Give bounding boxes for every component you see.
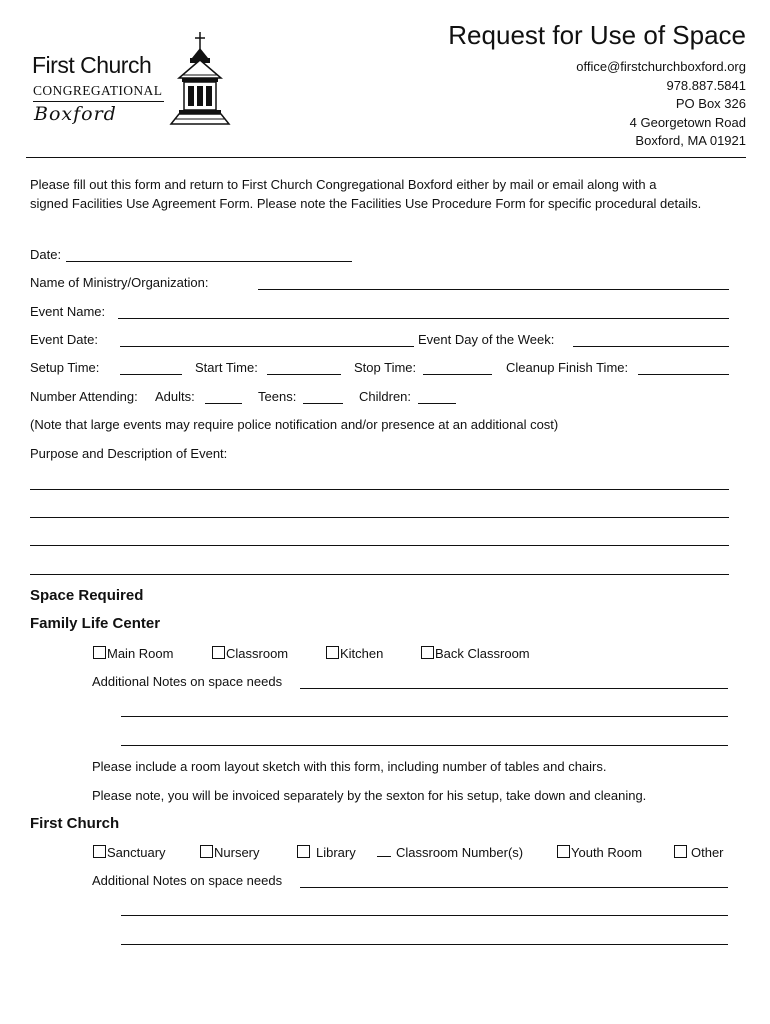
flc-notes-label: Additional Notes on space needs <box>92 674 283 689</box>
header-divider <box>26 157 746 158</box>
logo-boxford: Boxford <box>34 103 117 125</box>
logo-congregational: CONGREGATIONAL <box>33 83 163 98</box>
purpose-line-1[interactable] <box>30 489 729 490</box>
option-nursery[interactable]: Nursery <box>200 845 260 860</box>
checkbox-icon[interactable] <box>674 845 687 858</box>
logo-divider <box>33 101 164 102</box>
stop-time-label: Stop Time: <box>354 360 417 375</box>
flc-heading: Family Life Center <box>30 615 161 632</box>
option-classroom[interactable]: Classroom <box>212 646 288 661</box>
cleanup-time-label: Cleanup Finish Time: <box>506 360 629 375</box>
date-field[interactable] <box>66 261 352 262</box>
teens-label: Teens: <box>258 389 297 404</box>
steeple-icon <box>169 30 231 130</box>
fc-notes-label: Additional Notes on space needs <box>92 873 283 888</box>
setup-time-field[interactable] <box>120 374 182 375</box>
sketch-note: Please include a room layout sketch with this form, including number of tables and chairs. <box>92 759 607 774</box>
checkbox-icon[interactable] <box>212 646 225 659</box>
option-sanctuary[interactable]: Sanctuary <box>93 845 166 860</box>
fc-notes-line-2[interactable] <box>121 915 728 916</box>
option-library[interactable]: Library <box>297 845 356 860</box>
event-day-field[interactable] <box>573 346 729 347</box>
intro-line-1: Please fill out this form and return to First Church Congregational Boxford either by mail or email along with a <box>30 177 657 192</box>
contact-city: Boxford, MA 01921 <box>635 133 746 148</box>
option-kitchen[interactable]: Kitchen <box>326 646 383 661</box>
setup-time-label: Setup Time: <box>30 360 100 375</box>
checkbox-icon[interactable] <box>557 845 570 858</box>
intro-line-2: signed Facilities Use Agreement Form. Please note the Facilities Use Procedure Form for specific procedural details. <box>30 196 702 211</box>
checkbox-icon[interactable] <box>421 646 434 659</box>
teens-field[interactable] <box>303 403 343 404</box>
event-date-field[interactable] <box>120 346 414 347</box>
checkbox-icon[interactable] <box>93 646 106 659</box>
date-label: Date: <box>30 247 62 262</box>
flc-notes-line-1[interactable] <box>300 688 728 689</box>
purpose-label: Purpose and Description of Event: <box>30 446 228 461</box>
option-back-classroom[interactable]: Back Classroom <box>421 646 530 661</box>
event-name-label: Event Name: <box>30 304 106 319</box>
event-name-field[interactable] <box>118 318 729 319</box>
option-other[interactable]: Other <box>674 845 724 860</box>
adults-field[interactable] <box>205 403 242 404</box>
contact-address <box>576 58 746 151</box>
fc-notes-line-1[interactable] <box>300 887 728 888</box>
blank-line[interactable] <box>377 856 391 857</box>
start-time-field[interactable] <box>267 374 341 375</box>
option-youth-room[interactable]: Youth Room <box>557 845 642 860</box>
ministry-label: Name of Ministry/Organization: <box>30 275 209 290</box>
children-field[interactable] <box>418 403 456 404</box>
start-time-label: Start Time: <box>195 360 258 375</box>
flc-notes-line-3[interactable] <box>121 745 728 746</box>
purpose-line-4[interactable] <box>30 574 729 575</box>
space-required-heading: Space Required <box>30 587 144 604</box>
purpose-line-3[interactable] <box>30 545 729 546</box>
police-note: (Note that large events may require police notification and/or presence at an additional cost) <box>30 417 559 432</box>
fc-notes-line-3[interactable] <box>121 944 728 945</box>
contact-phone: 978.887.5841 <box>666 77 746 93</box>
event-date-label: Event Date: <box>30 332 98 347</box>
option-classroom-numbers[interactable]: Classroom Number(s) <box>377 845 523 860</box>
page-title: Request for Use of Space <box>448 20 746 50</box>
first-church-heading: First Church <box>30 815 120 832</box>
option-main-room[interactable]: Main Room <box>93 646 173 661</box>
checkbox-icon[interactable] <box>93 845 106 858</box>
contact-po-box: PO Box 326 <box>675 96 746 111</box>
ministry-field[interactable] <box>258 289 729 290</box>
adults-label: Adults: <box>155 389 195 404</box>
attending-label: Number Attending: <box>30 389 138 404</box>
contact-email: office@firstchurchboxford.org <box>576 59 746 74</box>
children-label: Children: <box>359 389 412 404</box>
event-day-label: Event Day of the Week: <box>418 332 555 347</box>
purpose-line-2[interactable] <box>30 517 729 518</box>
invoice-note: Please note, you will be invoiced separately by the sexton for his setup, take down and cleaning. <box>92 788 647 803</box>
checkbox-icon[interactable] <box>326 646 339 659</box>
cleanup-time-field[interactable] <box>638 374 729 375</box>
contact-street: 4 Georgetown Road <box>629 114 746 130</box>
checkbox-icon[interactable] <box>200 845 213 858</box>
flc-notes-line-2[interactable] <box>121 716 728 717</box>
logo-first-church: First Church <box>32 52 152 78</box>
church-logo <box>32 30 237 130</box>
checkbox-icon[interactable] <box>297 845 310 858</box>
stop-time-field[interactable] <box>423 374 492 375</box>
